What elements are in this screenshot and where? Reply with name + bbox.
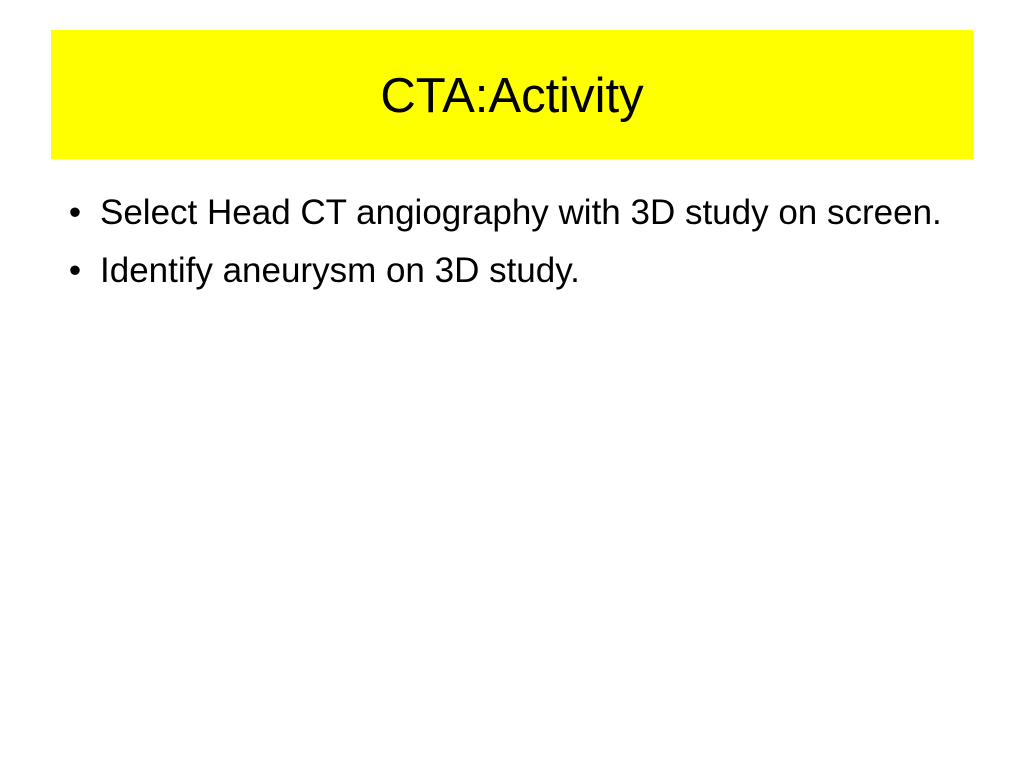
bullet-item: [60, 192, 960, 234]
bullet-dot-icon: •: [68, 193, 82, 232]
bullet-text: Select Head CT angiography with 3D study on screen.: [100, 193, 942, 232]
bullet-text: Identify aneurysm on 3D study.: [100, 251, 580, 290]
title-banner: [51, 30, 973, 159]
bullet-item: [60, 250, 960, 292]
bullet-list: [60, 192, 960, 308]
slide-title: CTA:Activity: [380, 69, 644, 123]
bullet-dot-icon: •: [68, 251, 82, 290]
